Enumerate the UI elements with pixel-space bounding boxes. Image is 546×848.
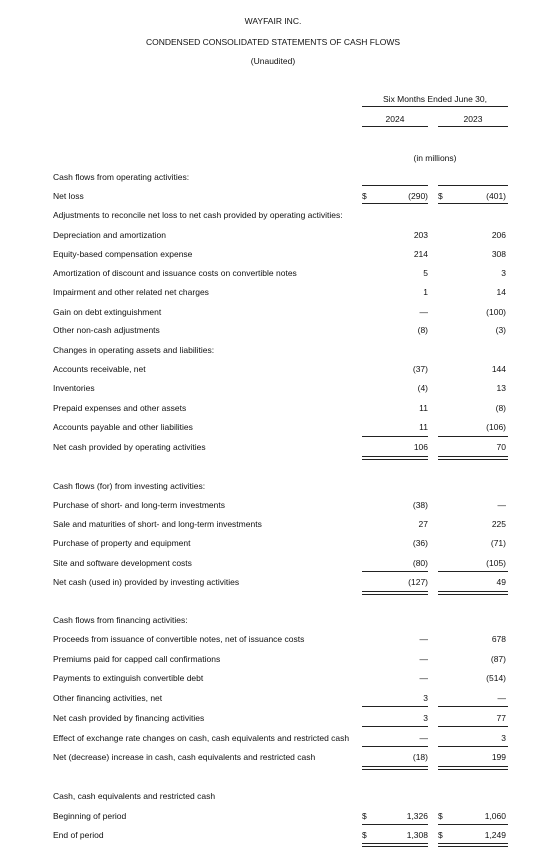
- value-2023: 225: [491, 519, 506, 529]
- value-2023: —: [497, 693, 506, 703]
- value-2024: —: [419, 733, 428, 743]
- row-label: Cash flows from operating activities:: [53, 172, 190, 182]
- year-2023-underline: [438, 126, 508, 127]
- table-row: [0, 364, 546, 378]
- value-2024: 1: [423, 287, 428, 297]
- row-label: Impairment and other related net charges: [53, 287, 209, 297]
- value-2024: (18): [412, 752, 428, 762]
- total-double-rule: [438, 766, 508, 770]
- value-2024: 214: [413, 249, 428, 259]
- value-2023: 1,060: [484, 811, 506, 821]
- table-row: [0, 249, 546, 263]
- value-2024: 3: [423, 713, 428, 723]
- row-label: Purchase of short- and long-term investments: [53, 500, 225, 510]
- subtotal-rule: [438, 185, 508, 186]
- subtotal-rule: [438, 203, 508, 204]
- row-label: Equity-based compensation expense: [53, 249, 193, 259]
- row-label: Changes in operating assets and liabilities:: [53, 345, 215, 355]
- currency-symbol-2023: $: [438, 830, 443, 840]
- subtotal-rule: [438, 706, 508, 707]
- value-2023: 678: [491, 634, 506, 644]
- row-label: Effect of exchange rate changes on cash, cash equivalents and restricted cash: [53, 733, 350, 743]
- row-label: Gain on debt extinguishment: [53, 307, 162, 317]
- value-2023: 3: [501, 268, 506, 278]
- currency-symbol-2023: $: [438, 811, 443, 821]
- currency-symbol-2024: $: [362, 811, 367, 821]
- value-2024: (37): [412, 364, 428, 374]
- row-label: Proceeds from issuance of convertible notes, net of issuance costs: [53, 634, 305, 644]
- table-row: [0, 500, 546, 514]
- table-row: [0, 422, 546, 436]
- value-2023: 1,249: [484, 830, 506, 840]
- row-label: Site and software development costs: [53, 558, 192, 568]
- value-2023: 70: [496, 442, 506, 452]
- value-2023: (105): [486, 558, 506, 568]
- units-note: (in millions): [413, 153, 457, 163]
- value-2023: (401): [486, 191, 506, 201]
- row-label: Beginning of period: [53, 811, 127, 821]
- row-label: Purchase of property and equipment: [53, 538, 191, 548]
- total-double-rule: [438, 843, 508, 847]
- subtotal-rule: [362, 185, 428, 186]
- currency-symbol-2024: $: [362, 191, 367, 201]
- total-double-rule: [438, 591, 508, 595]
- value-2024: (36): [412, 538, 428, 548]
- table-row: [0, 713, 546, 727]
- subtotal-rule: [438, 571, 508, 572]
- table-row: [0, 307, 546, 321]
- value-2023: (3): [495, 325, 506, 335]
- subtotal-rule: [438, 726, 508, 727]
- total-double-rule: [362, 843, 428, 847]
- value-2024: 3: [423, 693, 428, 703]
- row-label: Other non-cash adjustments: [53, 325, 160, 335]
- currency-symbol-2023: $: [438, 191, 443, 201]
- value-2024: (8): [417, 325, 428, 335]
- subtotal-rule: [438, 436, 508, 437]
- subtotal-rule: [438, 824, 508, 825]
- row-label: Prepaid expenses and other assets: [53, 403, 187, 413]
- table-row: [0, 830, 546, 844]
- unaudited-note: (Unaudited): [250, 56, 296, 66]
- subtotal-rule: [362, 746, 428, 747]
- table-row: [0, 172, 546, 186]
- value-2024: 27: [418, 519, 428, 529]
- table-row: [0, 230, 546, 244]
- row-label: Adjustments to reconcile net loss to net cash provided by operating activities:: [53, 210, 343, 220]
- value-2024: 1,326: [406, 811, 428, 821]
- statement-title: CONDENSED CONSOLIDATED STATEMENTS OF CASH FLOWS: [145, 37, 401, 47]
- value-2024: 1,308: [406, 830, 428, 840]
- table-row: [0, 733, 546, 747]
- value-2024: 11: [419, 403, 428, 413]
- row-label: Cash flows from financing activities:: [53, 615, 188, 625]
- row-label: Net cash (used in) provided by investing activities: [53, 577, 240, 587]
- value-2023: (87): [490, 654, 506, 664]
- value-2023: 13: [496, 383, 506, 393]
- row-label: Other financing activities, net: [53, 693, 163, 703]
- row-label: Premiums paid for capped call confirmations: [53, 654, 221, 664]
- value-2023: (106): [486, 422, 506, 432]
- table-row: [0, 403, 546, 417]
- table-row: [0, 442, 546, 456]
- value-2023: (8): [495, 403, 506, 413]
- total-double-rule: [362, 456, 428, 460]
- table-row: [0, 345, 546, 359]
- subtotal-rule: [362, 571, 428, 572]
- row-label: Depreciation and amortization: [53, 230, 166, 240]
- subtotal-rule: [362, 706, 428, 707]
- year-2023: 2023: [463, 114, 483, 124]
- value-2023: 3: [501, 733, 506, 743]
- value-2023: 308: [491, 249, 506, 259]
- row-label: Cash, cash equivalents and restricted cash: [53, 791, 216, 801]
- table-row: [0, 577, 546, 591]
- value-2024: (38): [412, 500, 428, 510]
- row-label: Cash flows (for) from investing activities:: [53, 481, 206, 491]
- subtotal-rule: [362, 436, 428, 437]
- row-label: Net loss: [53, 191, 84, 201]
- year-2024-underline: [362, 126, 428, 127]
- total-double-rule: [438, 456, 508, 460]
- value-2023: 14: [496, 287, 506, 297]
- value-2024: —: [419, 307, 428, 317]
- table-row: [0, 268, 546, 282]
- row-label: Sale and maturities of short- and long-term investments: [53, 519, 262, 529]
- table-row: [0, 693, 546, 707]
- subtotal-rule: [438, 746, 508, 747]
- subtotal-rule: [362, 726, 428, 727]
- table-row: [0, 538, 546, 552]
- value-2024: (80): [412, 558, 428, 568]
- table-row: [0, 791, 546, 805]
- value-2023: 206: [491, 230, 506, 240]
- total-double-rule: [362, 766, 428, 770]
- row-label: Payments to extinguish convertible debt: [53, 673, 204, 683]
- row-label: Amortization of discount and issuance costs on convertible notes: [53, 268, 297, 278]
- value-2023: 144: [491, 364, 506, 374]
- value-2023: 49: [496, 577, 506, 587]
- row-label: Net cash provided by financing activities: [53, 713, 205, 723]
- value-2023: 199: [491, 752, 506, 762]
- subtotal-rule: [362, 203, 428, 204]
- value-2024: 11: [419, 422, 428, 432]
- table-row: [0, 811, 546, 825]
- table-row: [0, 481, 546, 495]
- value-2024: (290): [408, 191, 428, 201]
- table-row: [0, 325, 546, 339]
- value-2024: 203: [413, 230, 428, 240]
- value-2023: (100): [486, 307, 506, 317]
- row-label: End of period: [53, 830, 104, 840]
- table-row: [0, 634, 546, 648]
- total-double-rule: [362, 591, 428, 595]
- value-2023: (71): [490, 538, 506, 548]
- company-name: WAYFAIR INC.: [244, 16, 302, 26]
- value-2024: —: [419, 654, 428, 664]
- row-label: Accounts receivable, net: [53, 364, 146, 374]
- year-2024: 2024: [385, 114, 405, 124]
- value-2024: 106: [413, 442, 428, 452]
- subtotal-rule: [362, 824, 428, 825]
- row-label: Accounts payable and other liabilities: [53, 422, 193, 432]
- value-2023: 77: [496, 713, 506, 723]
- table-row: [0, 519, 546, 533]
- value-2024: (4): [417, 383, 428, 393]
- table-row: [0, 654, 546, 668]
- value-2024: (127): [408, 577, 428, 587]
- table-row: [0, 615, 546, 629]
- row-label: Net cash provided by operating activities: [53, 442, 206, 452]
- table-row: [0, 287, 546, 301]
- value-2023: (514): [486, 673, 506, 683]
- table-row: [0, 752, 546, 766]
- value-2024: —: [419, 634, 428, 644]
- currency-symbol-2024: $: [362, 830, 367, 840]
- table-row: [0, 558, 546, 572]
- row-label: Net (decrease) increase in cash, cash equivalents and restricted cash: [53, 752, 316, 762]
- table-row: [0, 673, 546, 687]
- row-label: Inventories: [53, 383, 95, 393]
- value-2024: 5: [423, 268, 428, 278]
- period-underline: [362, 106, 508, 107]
- value-2023: —: [497, 500, 506, 510]
- table-row: [0, 210, 546, 224]
- value-2024: —: [419, 673, 428, 683]
- period-header: Six Months Ended June 30,: [383, 94, 487, 104]
- table-row: [0, 383, 546, 397]
